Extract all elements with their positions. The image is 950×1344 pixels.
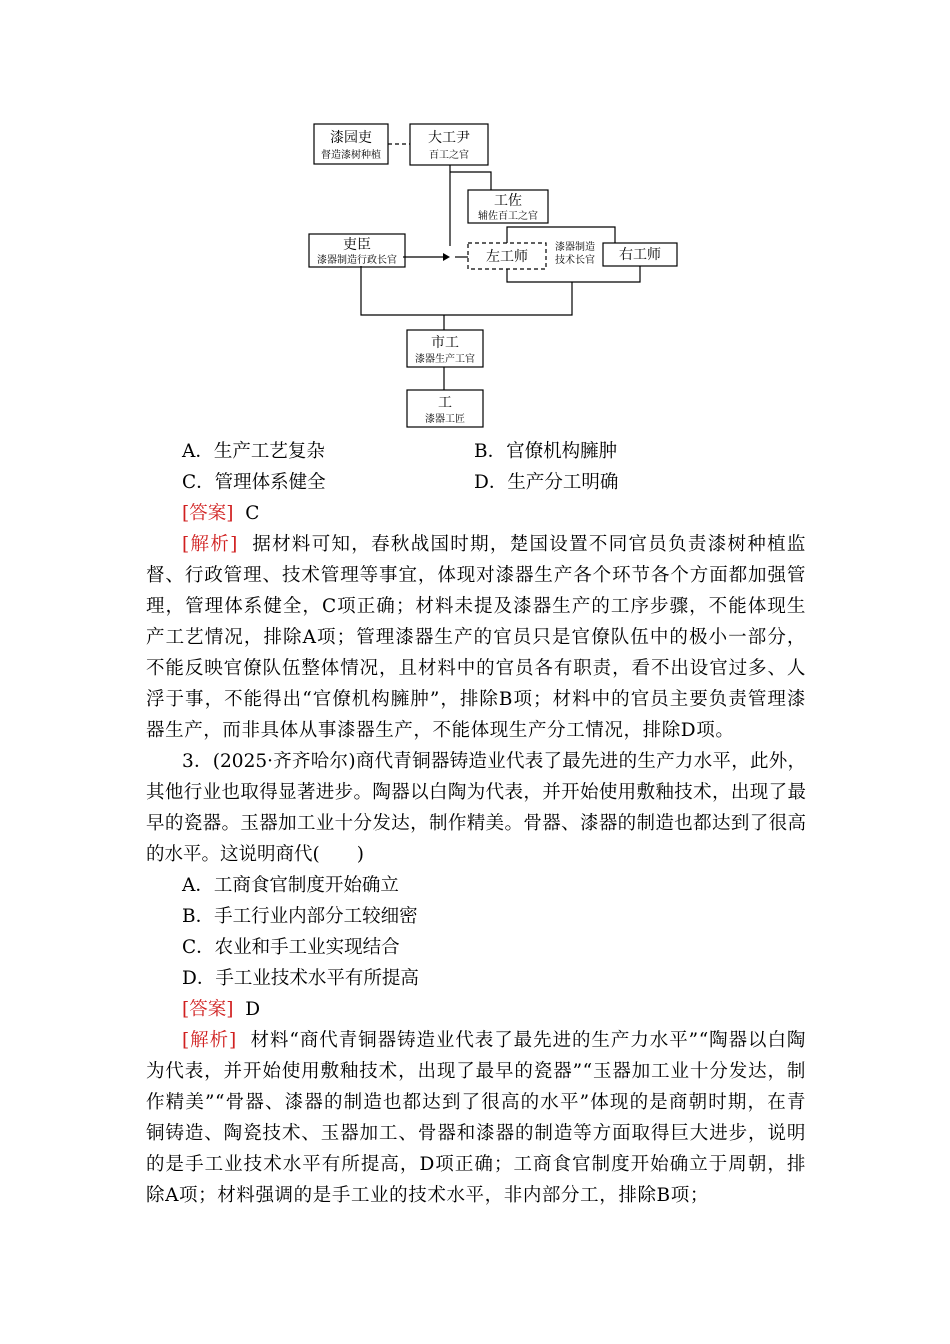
gong-sub: 漆器工匠: [425, 414, 465, 425]
q3-option-a: A．工商食官制度开始确立: [182, 875, 399, 896]
q2-analysis: [146, 529, 806, 746]
q2-answer-value: C: [245, 503, 260, 524]
link-gongshi-bottom: [507, 266, 640, 282]
q3-analysis-tag: [解析]: [182, 1030, 237, 1051]
q3-analysis: [146, 1025, 806, 1211]
zuogongshi-title: 左工师: [486, 249, 528, 265]
q2-answer-tag: [答案]: [182, 503, 234, 524]
q3-stem: 3．(2025·齐齐哈尔)商代青铜器铸造业代表了最先进的生产力水平，此外，其他行业也取得显著进步。陶器以白陶为代表，并开始使用敷釉技术，出现了最早的瓷器。玉器加工业十分发达，制作精美。骨器、漆器的制造也都达到了很高的水平。这说明商代( ): [146, 751, 806, 865]
lichen-sub: 漆器制造行政长官: [317, 255, 397, 266]
q3-option-d: D．手工业技术水平有所提高: [182, 968, 419, 989]
link-merge: [361, 266, 572, 315]
q2-option-row-1: [146, 436, 806, 467]
q3-option-b: B．手工行业内部分工较细密: [182, 906, 418, 927]
gongzuo-sub: 辅佐百工之官: [478, 211, 538, 222]
q2-analysis-tag: [解析]: [182, 534, 238, 555]
q3-answer-tag: [答案]: [182, 999, 234, 1020]
q2-answer: [146, 498, 806, 529]
org-chart-svg: [300, 118, 690, 438]
q3-answer-value: D: [245, 999, 261, 1020]
org-chart-diagram: [300, 118, 690, 438]
lichen-title: 吏臣: [343, 237, 371, 253]
gongzuo-title: 工佐: [494, 193, 522, 209]
q2-option-a: A．生产工艺复杂: [182, 441, 325, 462]
dagongyin-title: 大工尹: [428, 130, 470, 146]
qiyuanli-sub: 督造漆树种植: [321, 150, 381, 161]
q2-option-c: C．管理体系健全: [182, 472, 326, 493]
q3-analysis-text: 材料“商代青铜器铸造业代表了最先进的生产力水平”“陶器以白陶为代表，并开始使用敷釉技术，出现了最早的瓷器”“玉器加工业十分发达，制作精美”“骨器、漆器的制造也都达到了很高的水平”体现的是商朝时期，在青铜铸造、陶瓷技术、玉器加工、骨器和漆器的制造等方面取得巨大进步，说明的是手工业技术水平有所提高，D项正确；工商食官制度开始确立于周朝，排除A项；材料强调的是手工业的技术水平，非内部分工，排除B项；: [146, 1030, 806, 1206]
gongshi-note-line1: 漆器制造: [555, 242, 595, 253]
yougongshi-title: 右工师: [619, 247, 661, 263]
link-dagongyin-gongzuo: [450, 172, 491, 190]
qiyuanli-title: 漆园吏: [330, 130, 372, 146]
q2-option-b: B．官僚机构臃肿: [474, 441, 618, 462]
gongshi-note-line2: 技术长官: [555, 255, 595, 266]
q2-option-d: D．生产分工明确: [474, 472, 619, 493]
q2-analysis-text: 据材料可知，春秋战国时期，楚国设置不同官员负责漆树种植监督、行政管理、技术管理等事宜，体现对漆器生产各个环节各个方面都加强管理，管理体系健全，C项正确；材料未提及漆器生产的工序步骤，不能体现生产工艺情况，排除A项；管理漆器生产的官员只是官僚队伍中的极小一部分，不能反映官僚队伍整体情况，且材料中的官员各有职责，看不出设官过多、人浮于事，不能得出“官僚机构臃肿”，排除B项；材料中的官员主要负责管理漆器生产，而非具体从事漆器生产，不能体现生产分工情况，排除D项。: [146, 534, 806, 741]
gong-title: 工: [438, 395, 452, 411]
arrow-to-main: [443, 253, 450, 261]
shigong-sub: 漆器生产工官: [415, 354, 475, 365]
q3-option-c: C．农业和手工业实现结合: [182, 937, 400, 958]
question-content: [146, 436, 806, 1211]
shigong-title: 市工: [431, 335, 459, 351]
dagongyin-sub: 百工之官: [429, 150, 469, 161]
q2-option-row-2: [146, 467, 806, 498]
q3-answer: [146, 994, 806, 1025]
